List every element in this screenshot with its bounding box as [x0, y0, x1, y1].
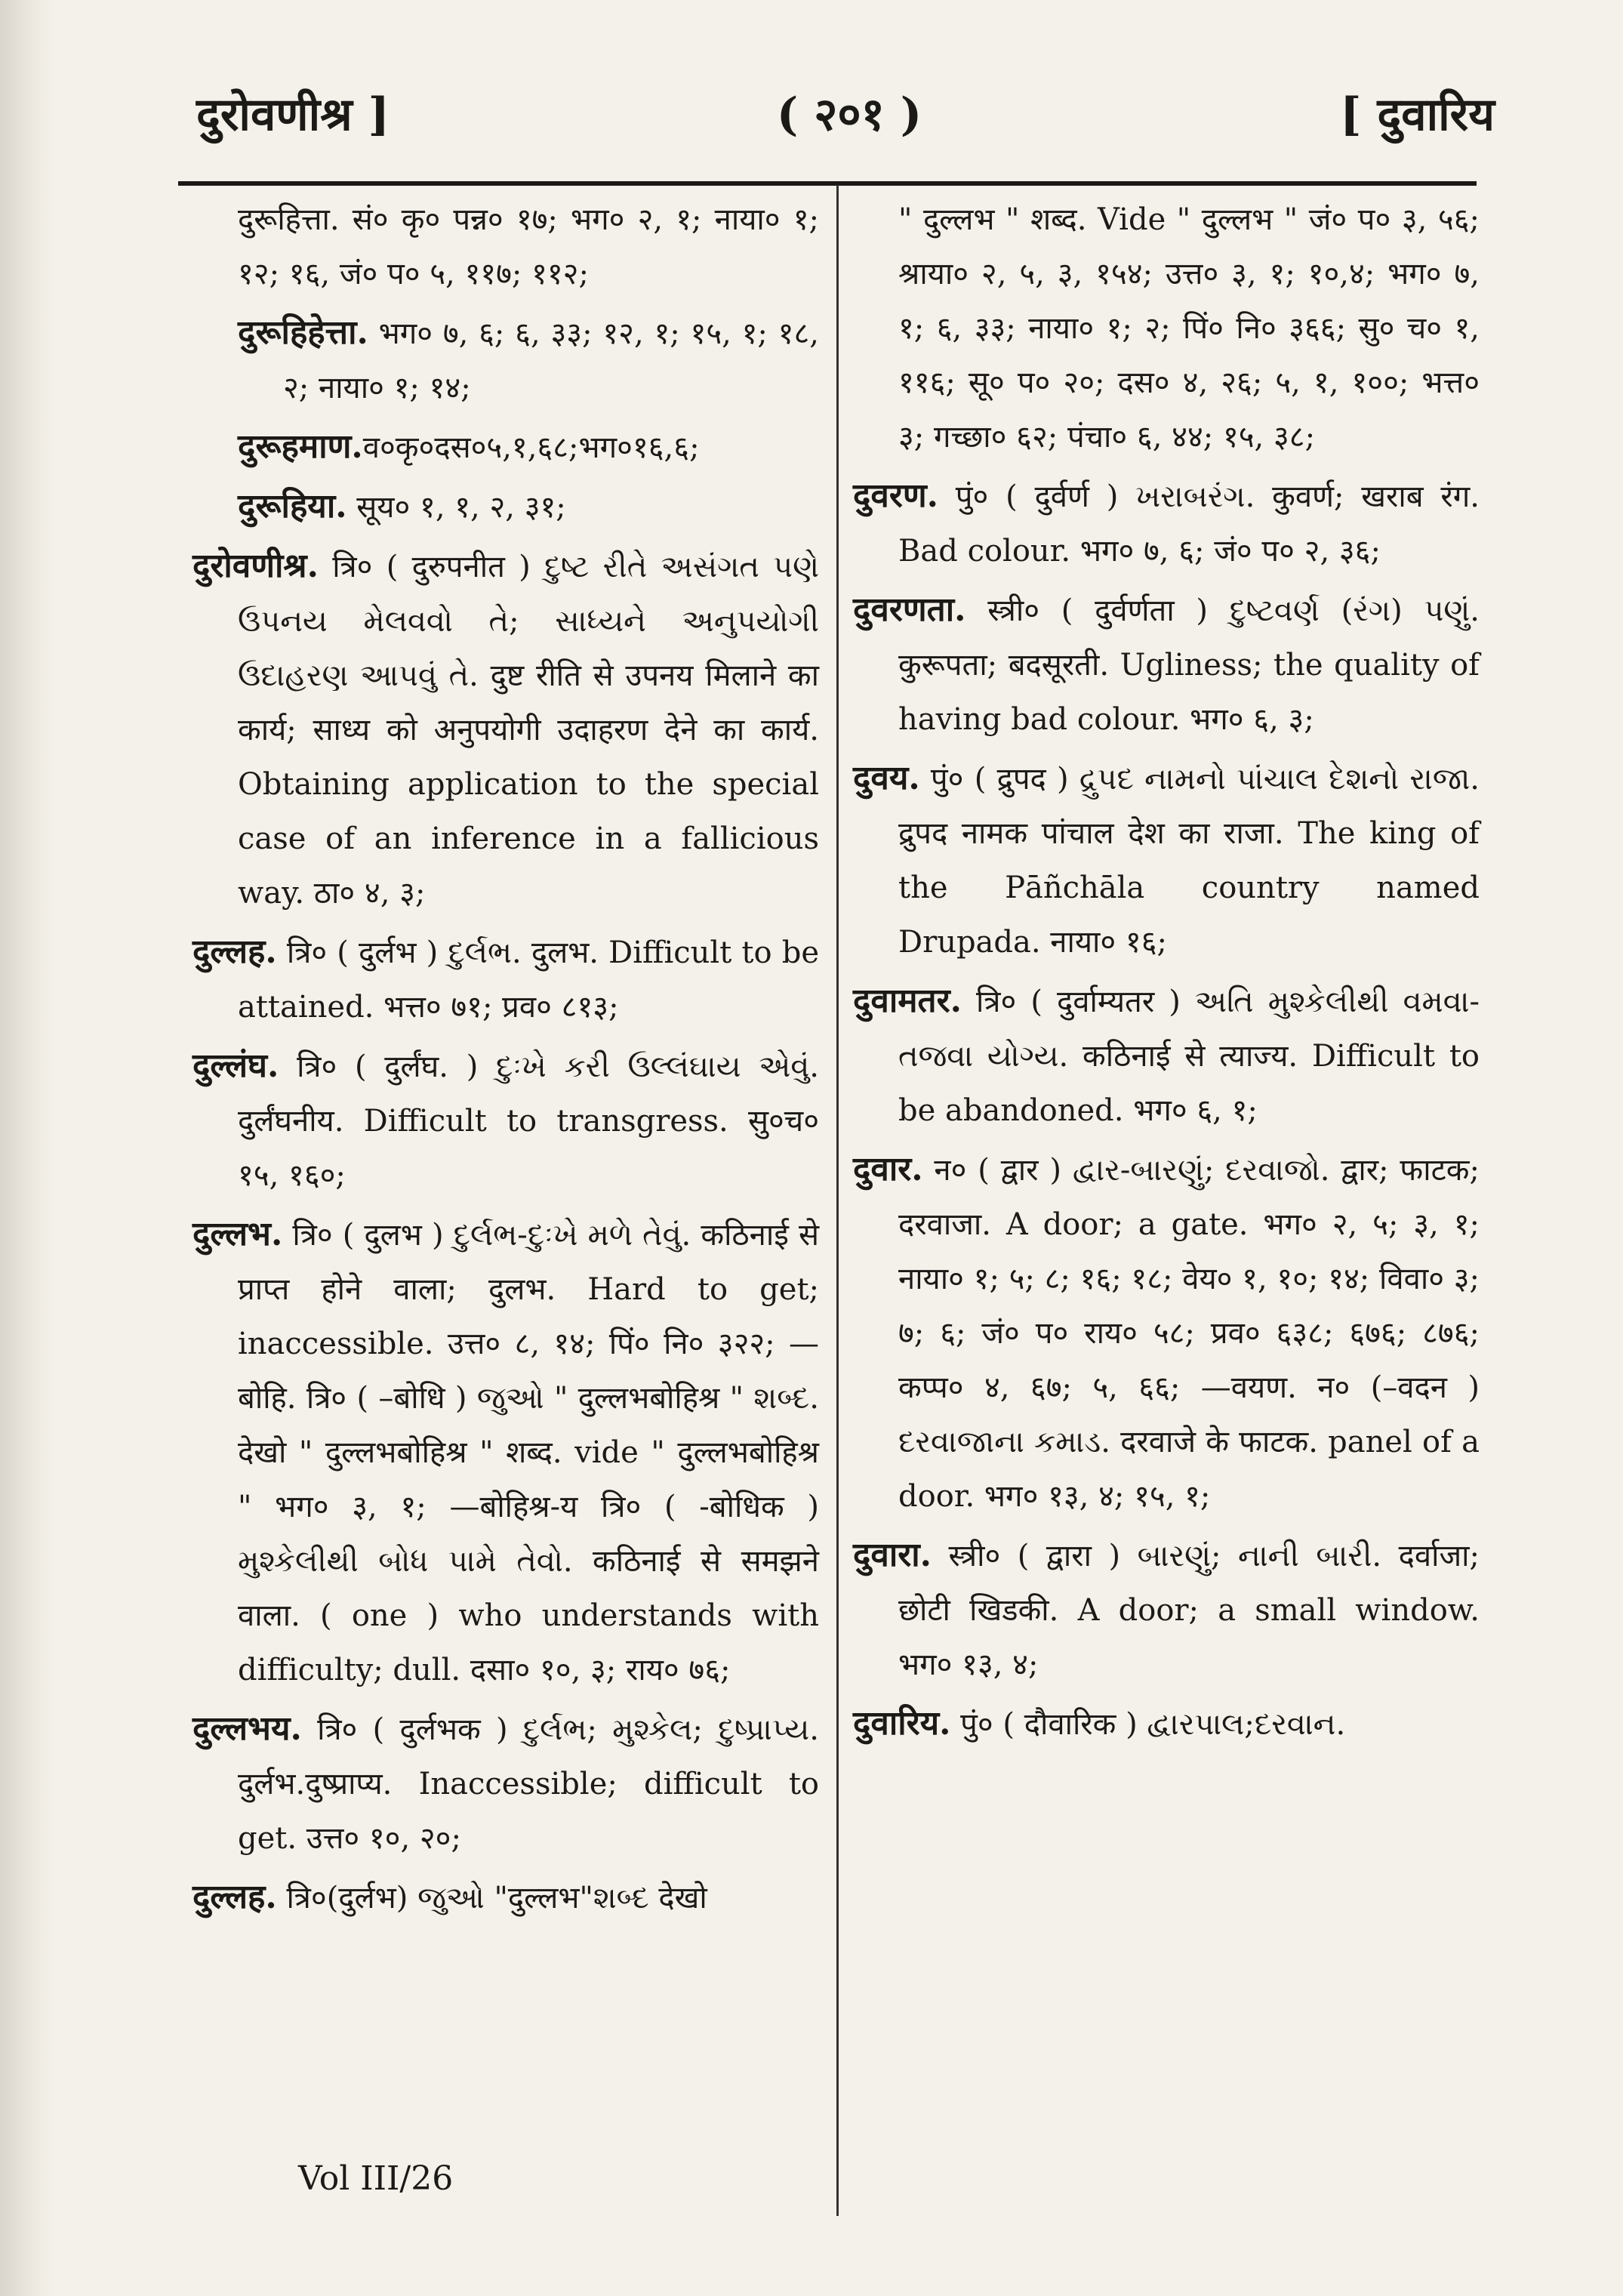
entry-definition: त्रि०(दुर्लभ) જુઓ "दुल्लभ"શબ્દ देखो: [276, 1881, 707, 1915]
entry-headword: दुरूहिया.: [238, 487, 347, 525]
dictionary-entry: [853, 193, 1480, 464]
dictionary-entry: [192, 1207, 819, 1697]
entry-definition: त्रि० ( दुर्वाम्यतर ) અતિ મુશ્કેલીથી વમવા-તજવા યોગ્ય. कठिनाई से त्याज्य. Difficult to be abandoned. भग० ६, १;: [898, 985, 1480, 1128]
entry-definition: भग० ७, ६; ६, ३३; १२, १; १५, १; १८, २; नाया० १; १४;: [283, 316, 819, 405]
dictionary-entry: [192, 1870, 819, 1925]
left-column: [192, 193, 819, 1930]
dictionary-entry: [192, 306, 819, 415]
dictionary-entry: [192, 1702, 819, 1866]
entry-headword: दुल्लंघ.: [192, 1046, 279, 1085]
page-number: ( २०१ ): [776, 88, 922, 141]
entry-definition: स्त्री० ( दुर्वर्णता ) દુષ્ટવર્ણ (રંગ) પણું. कुरूपता; बदसूरती. Ugliness; the quality of having bad colour. भग० ६, ३;: [898, 593, 1480, 737]
entry-definition: पुं० ( दौवारिक ) દ્વારપાલ;દરવાન.: [950, 1707, 1346, 1742]
dictionary-entry: [192, 479, 819, 535]
column-divider: [836, 185, 839, 2216]
entry-headword: दुवामतर.: [853, 982, 962, 1020]
entry-definition: सूय० १, १, २, ३१;: [346, 490, 566, 525]
entry-headword: दुरोवणीश्र.: [192, 547, 319, 585]
dictionary-entry: [192, 193, 819, 301]
entry-definition: त्रि० ( दुर्लभक ) દુર્લભ; મુશ્કેલ; દુષ્પ્રાપ્ય. दुर्लभ.दुष्प्राप्य. Inaccessible; difficult to get. उत्त० १०, २०;: [238, 1712, 819, 1856]
dictionary-entry: [192, 539, 819, 920]
entry-headword: दुल्लह.: [192, 932, 277, 971]
dictionary-entry: [192, 420, 819, 475]
entry-headword: दुवरण.: [853, 476, 938, 515]
entry-definition: स्त्री० ( द्वारा ) બારણું; નાની બારી. दर्वाजा; छोटी खिडकी. A door; a small window. भग० १३, ४;: [898, 1539, 1480, 1682]
entry-headword: दुवारिय.: [853, 1704, 951, 1743]
dictionary-entry: [853, 1142, 1480, 1524]
entry-definition: व०कृ०दस०५,१,६८;भग०१६,६;: [362, 430, 700, 465]
scan-edge: [0, 0, 53, 2296]
entry-definition: पुं० ( द्रुपद ) દ્રુપદ નામનો પાંચાલ દેશનો રાજા. द्रुपद नामक पांचाल देश का राजा. The king of the Pāñchāla country named Drupada. नाया० १६;: [898, 762, 1480, 960]
header-rule: [178, 181, 1477, 186]
entry-headword: दुल्लभ.: [192, 1215, 283, 1253]
entry-definition: त्रि० ( दुर्लभ ) દુર્લભ. दुलभ. Difficult to be attained. भत्त० ७१; प्रव० ८१३;: [238, 935, 819, 1025]
entry-headword: दुवारा.: [853, 1536, 932, 1574]
header-right-guideword: [ दुवारिय: [1340, 88, 1495, 141]
entry-definition: त्रि० ( दुरुपनीत ) દુષ્ટ રીતે અસંગત પણે ઉપનય મેલવવો તે; સાધ્યને અનુપયોગી ઉદાહરણ આપવું તે. दुष्ट रीति से उपनय मिलाने का कार्य; साध्य को अनुपयोगी उदाहरण देने का कार्य. Obtaining application to the special case of an inference in a fallicious way. ठा० ४, ३;: [238, 550, 819, 911]
dictionary-entry: [192, 1039, 819, 1203]
entry-definition: दुरूहित्ता. सं० कृ० पन्न० १७; भग० २, १; नाया० १; १२; १६, जं० प० ५, ११७; ११२;: [238, 202, 819, 291]
right-column: [853, 193, 1480, 1756]
entry-headword: दुल्लभय.: [192, 1709, 302, 1748]
entry-definition: त्रि० ( दुर्लंघ. ) દુઃખે કરી ઉલ્લંઘાય એવું. दुर्लंघनीय. Difficult to transgress. सु०च० १५, १६०;: [238, 1049, 819, 1193]
page-header: [181, 82, 1517, 165]
entry-definition: " दुल्लभ " शब्द. Vide " दुल्लभ " जं० प० ३, ५६; श्राया० २, ५, ३, १५४; उत्त० ३, १; १०,४; भग० ७, १; ६, ३३; नाया० १; २; पिं० नि० ३६६; सु० च० १, ११६; सू० प० २०; दस० ४, २६; ५, १, १००; भत्त० ३; गच्छा० ६२; पंचा० ६, ४४; १५, ३८;: [898, 202, 1480, 455]
entry-headword: दुवय.: [853, 759, 920, 797]
volume-signature: Vol III/26: [298, 2159, 454, 2198]
dictionary-entry: [853, 1528, 1480, 1692]
dictionary-entry: [853, 1697, 1480, 1752]
dictionary-entry: [853, 583, 1480, 747]
entry-definition: न० ( द्वार ) દ્વાર-બારણું; દરવાજો. द्वार; फाटक; दरवाजा. A door; a gate. भग० २, ५; ३, १; नाया० १; ५; ८; १६; १८; वेय० १, १०; १४; विवा० ३; ७; ६; जं० प० राय० ५८; प्रव० ६३८; ६७६; ८७६; कप्प० ४, ६७; ५, ६६; —वयण. न० (–वदन ) દરવાજાના કમાડ. दरवाजे के फाटक. panel of a door. भग० १३, ४; १५, १;: [898, 1153, 1480, 1514]
entry-headword: दुवार.: [853, 1150, 923, 1188]
entry-headword: दुल्लह.: [192, 1878, 277, 1916]
dictionary-entry: [853, 469, 1480, 578]
entry-headword: दुरूहमाण.: [238, 427, 363, 466]
dictionary-entry: [853, 974, 1480, 1138]
header-left-guideword: दुरोवणीश्र ]: [196, 88, 390, 141]
entry-definition: पुं० ( दुर्वर्ण ) ખરાબરંગ. कुवर्ण; खराब रंग. Bad colour. भग० ७, ६; जं० प० २, ३६;: [898, 479, 1480, 569]
dictionary-entry: [192, 925, 819, 1034]
entry-headword: दुवरणता.: [853, 590, 966, 629]
dictionary-entry: [853, 751, 1480, 969]
entry-headword: दुरूहिहेत्ता.: [238, 313, 368, 352]
entry-definition: त्रि० ( दुलभ ) દુર્લભ-દુઃખે મળે તેવું. कठिनाई से प्राप्त होने वाला; दुलभ. Hard to get; inaccessible. उत्त० ८, १४; पिं० नि० ३२२; —बोहि. त्रि० ( –बोधि ) જુઓ " दुल्लभबोहिश्र " શબ્દ. देखो " दुल्लभबोहिश्र " शब्द. vide " दुल्लभबोहिश्र " भग० ३, १; —बोहिश्र-य त्रि० ( -बोधिक ) મુશ્કેલીથી બોધ પામે તેવો. कठिनाई से समझने वाला. ( one ) who understands with difficulty; dull. दसा० १०, ३; राय० ७६;: [238, 1218, 819, 1687]
